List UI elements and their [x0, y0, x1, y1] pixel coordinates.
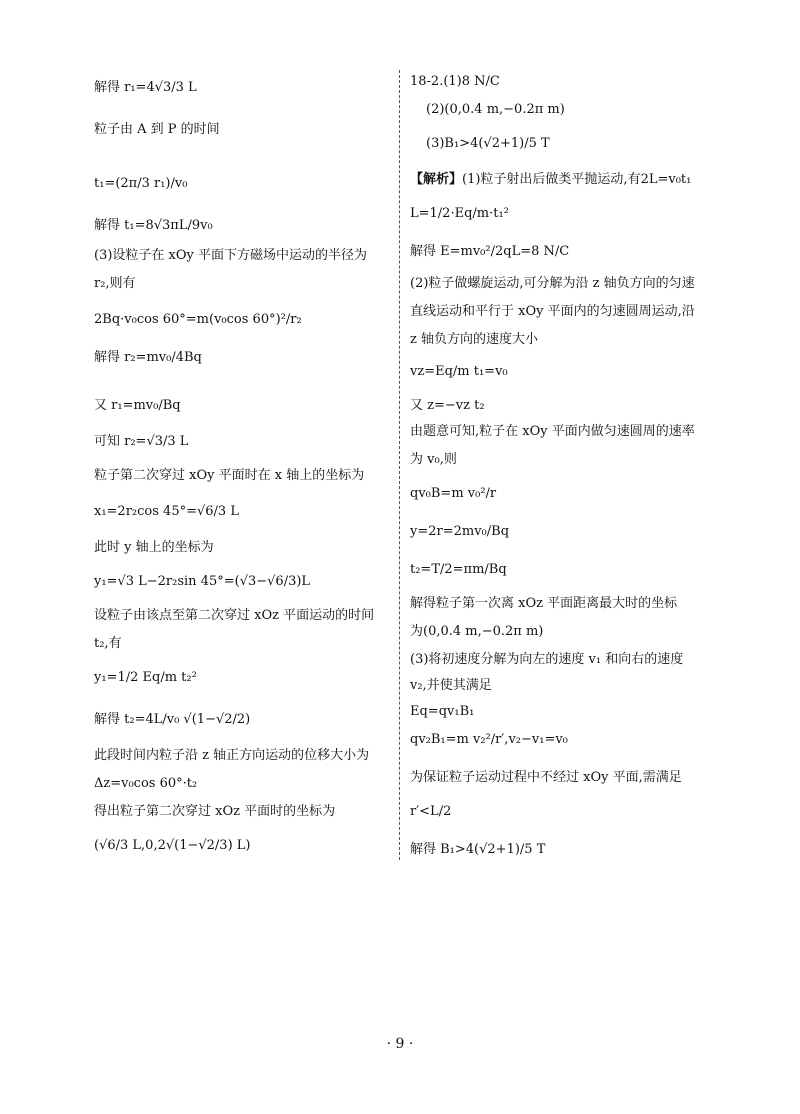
left-line-12: x₁=2r₂cos 45°=√6/3 L: [94, 504, 239, 519]
column-divider: [399, 70, 400, 860]
right-line-22: qv₂B₁=m v₂²/r′,v₂−v₁=v₀: [410, 732, 568, 747]
right-line-8: 直线运动和平行于 xOy 平面内的匀速圆周运动,沿: [410, 304, 695, 319]
left-line-16: t₂,有: [94, 636, 122, 651]
right-line-19: (3)将初速度分解为向左的速度 v₁ 和向右的速度: [410, 652, 684, 667]
right-line-24: r′<L/2: [410, 804, 452, 819]
right-line-15: y=2r=2mv₀/Bq: [410, 524, 510, 539]
right-line-9: z 轴负方向的速度大小: [410, 332, 538, 347]
left-line-1: 解得 r₁=4√3/3 L: [94, 80, 197, 95]
answer-3: (3)B₁>4(√2+1)/5 T: [426, 136, 550, 151]
right-line-13: 为 v₀,则: [410, 452, 457, 467]
right-line-5: L=1/2·Eq/m·t₁²: [410, 206, 509, 221]
left-line-7: 2Bq·v₀cos 60°=m(v₀cos 60°)²/r₂: [94, 312, 302, 327]
left-line-14: y₁=√3 L−2r₂sin 45°=(√3−√6/3)L: [94, 574, 311, 589]
left-line-2: 粒子由 A 到 P 的时间: [94, 122, 220, 137]
analysis-text: (1)粒子射出后做类平抛运动,有2L=v₀t₁: [462, 172, 692, 187]
right-line-17: 解得粒子第一次离 xOz 平面距离最大时的坐标: [410, 596, 678, 611]
left-line-13: 此时 y 轴上的坐标为: [94, 540, 214, 555]
left-line-21: 得出粒子第二次穿过 xOz 平面时的坐标为: [94, 804, 336, 819]
analysis-tag: 【解析】: [410, 172, 463, 187]
left-line-9: 又 r₁=mv₀/Bq: [94, 398, 181, 413]
left-line-19: 此段时间内粒子沿 z 轴正方向运动的位移大小为: [94, 748, 370, 763]
right-line-16: t₂=T/2=πm/Bq: [410, 562, 507, 577]
right-line-14: qv₀B=m v₀²/r: [410, 486, 497, 501]
left-line-18: 解得 t₂=4L/v₀ √(1−√2/2): [94, 712, 251, 727]
left-line-8: 解得 r₂=mv₀/4Bq: [94, 350, 202, 365]
right-line-7: (2)粒子做螺旋运动,可分解为沿 z 轴负方向的匀速: [410, 276, 695, 291]
left-line-4: 解得 t₁=8√3πL/9v₀: [94, 218, 213, 233]
page-number: · 9 ·: [386, 1036, 414, 1052]
left-line-6: r₂,则有: [94, 276, 136, 291]
left-line-22: (√6/3 L,0,2√(1−√2/3) L): [94, 838, 251, 853]
right-line-10: vz=Eq/m t₁=v₀: [410, 364, 508, 379]
right-line-18: 为(0,0.4 m,−0.2π m): [410, 624, 544, 639]
right-line-21: Eq=qv₁B₁: [410, 704, 475, 719]
answer-2: (2)(0,0.4 m,−0.2π m): [426, 102, 565, 117]
left-line-11: 粒子第二次穿过 xOy 平面时在 x 轴上的坐标为: [94, 468, 365, 483]
right-line-11: 又 z=−vz t₂: [410, 398, 485, 413]
right-line-20: v₂,并使其满足: [410, 678, 492, 693]
left-line-20: Δz=v₀cos 60°·t₂: [94, 776, 198, 791]
right-line-23: 为保证粒子运动过程中不经过 xOy 平面,需满足: [410, 770, 682, 785]
left-line-3: t₁=(2π/3 r₁)/v₀: [94, 176, 188, 191]
right-line-25: 解得 B₁>4(√2+1)/5 T: [410, 842, 546, 857]
right-line-6: 解得 E=mv₀²/2qL=8 N/C: [410, 244, 570, 259]
left-line-15: 设粒子由该点至第二次穿过 xOz 平面运动的时间: [94, 608, 375, 623]
analysis-line-1: [410, 172, 691, 188]
left-line-5: (3)设粒子在 xOy 平面下方磁场中运动的半径为: [94, 248, 368, 263]
answer-1: 18-2.(1)8 N/C: [410, 74, 500, 89]
left-line-17: y₁=1/2 Eq/m t₂²: [94, 670, 197, 685]
left-line-10: 可知 r₂=√3/3 L: [94, 434, 189, 449]
right-line-12: 由题意可知,粒子在 xOy 平面内做匀速圆周的速率: [410, 424, 695, 439]
